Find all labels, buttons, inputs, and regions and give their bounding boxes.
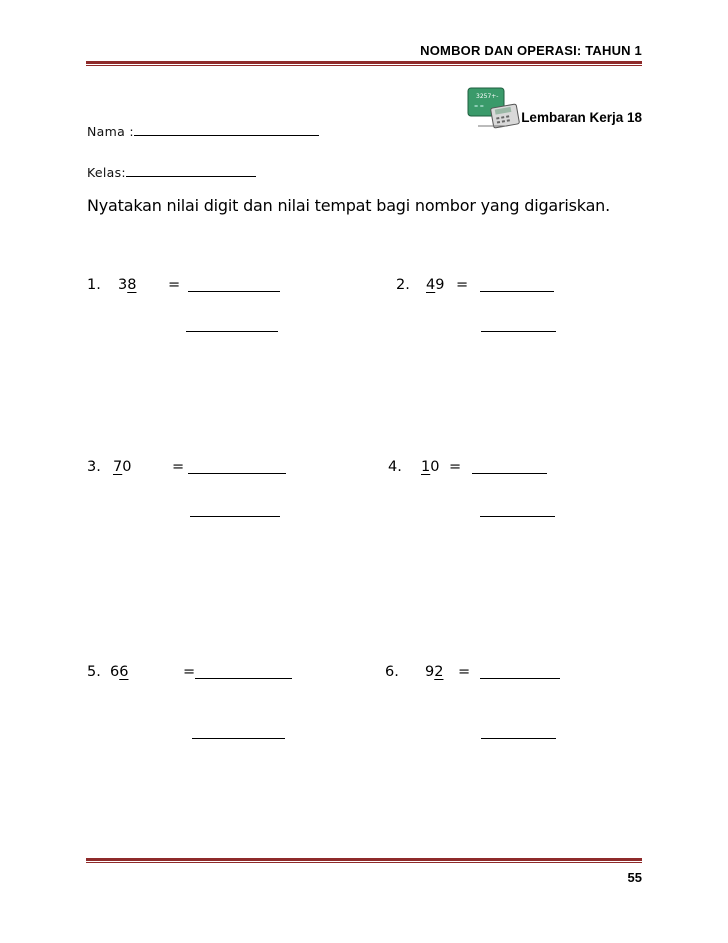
clipart-text: 3257+- [476,93,499,100]
calculator-chalkboard-icon [466,86,524,130]
answer-line-digit-value[interactable] [188,473,286,474]
underlined-digit: 6 [119,664,129,680]
header-divider [86,61,642,66]
question-number: 4. [388,459,402,475]
underlined-digit: 8 [127,277,137,293]
answer-line-digit-value[interactable] [480,291,554,292]
question-number: 6. [385,664,399,680]
answer-line-place-value[interactable] [481,738,556,739]
equals-sign: = [172,459,185,475]
header-title: NOMBOR DAN OPERASI: TAHUN 1 [420,43,642,58]
answer-line-place-value[interactable] [186,331,278,332]
equals-sign: = [449,459,462,475]
question-value: 10 [421,459,440,475]
answer-line-digit-value[interactable] [188,291,280,292]
name-blank[interactable] [134,124,319,136]
question-value: 38 [118,277,137,293]
class-field[interactable] [87,165,256,180]
answer-line-digit-value[interactable] [195,678,292,679]
answer-line-place-value[interactable] [480,516,555,517]
question-number: 1. [87,277,101,293]
underlined-digit: 7 [113,459,123,475]
worksheet-label: Lembaran Kerja 18 [521,110,642,125]
answer-line-place-value[interactable] [192,738,285,739]
question-number: 5. [87,664,101,680]
question-value: 92 [425,664,444,680]
class-blank[interactable] [126,165,256,177]
answer-line-place-value[interactable] [190,516,280,517]
question-value: 49 [426,277,445,293]
underlined-digit: 2 [434,664,444,680]
page-number: 55 [627,870,642,885]
svg-text:= =: = = [474,104,484,110]
question-number: 2. [396,277,410,293]
equals-sign: = [456,277,469,293]
instruction-text: Nyatakan nilai digit dan nilai tempat bagi nombor yang digariskan. [87,196,611,215]
answer-line-digit-value[interactable] [472,473,547,474]
question-value: 70 [113,459,132,475]
footer-divider [86,858,642,863]
answer-line-digit-value[interactable] [480,678,560,679]
name-label: Nama : [87,124,134,139]
question-number: 3. [87,459,101,475]
equals-sign: = [183,664,196,680]
equals-sign: = [168,277,181,293]
underlined-digit: 1 [421,459,431,475]
class-label: Kelas: [87,165,126,180]
underlined-digit: 4 [426,277,436,293]
question-value: 66 [110,664,129,680]
name-field[interactable] [87,124,319,139]
equals-sign: = [458,664,471,680]
answer-line-place-value[interactable] [481,331,556,332]
